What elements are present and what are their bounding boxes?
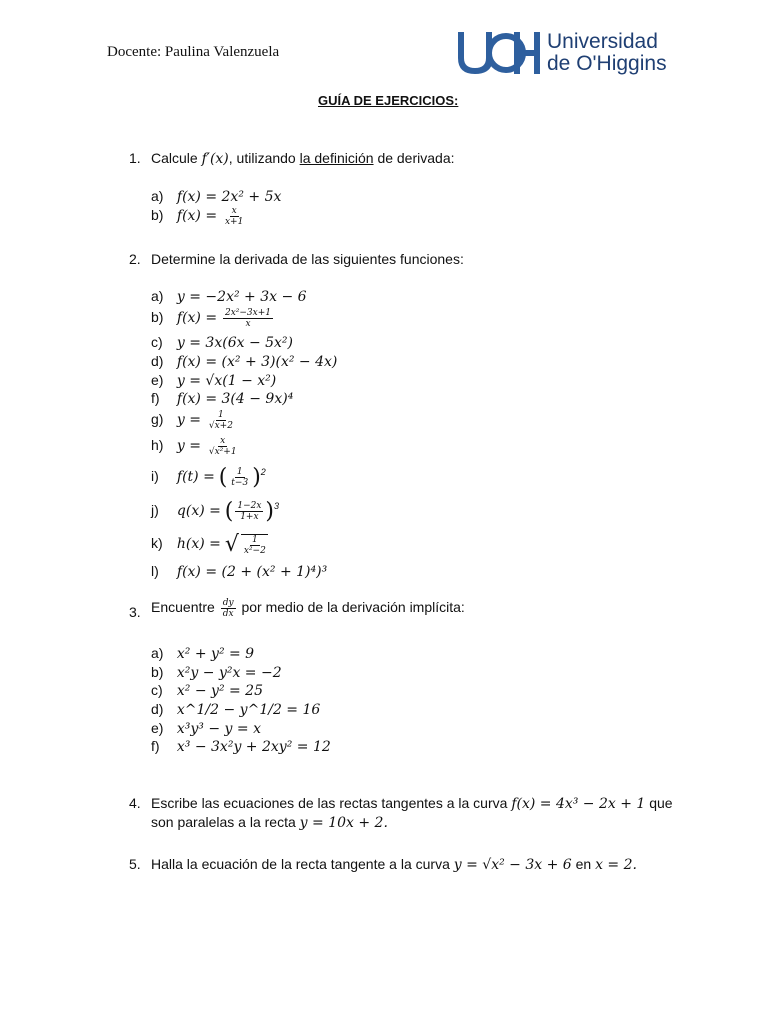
item-expression: f(x) =: [176, 310, 218, 327]
fraction: $\frac{x}{\text{√x²+1}}$: [208, 436, 237, 457]
dy-dx-fraction: $\frac{dy}{dx}$: [222, 598, 234, 619]
q3-item-c: [151, 682, 263, 699]
q2-number: 2.: [129, 251, 141, 267]
right-paren: ): [265, 499, 275, 524]
document-title: GUÍA DE EJERCICIOS:: [318, 93, 459, 108]
item-expression: f(t) =: [176, 469, 215, 486]
fraction: $\frac{\text{2x²−3x+1}}{x}$: [224, 308, 271, 329]
q4-line2-math: y = 10x + 2.: [299, 815, 388, 831]
item-label: c): [151, 334, 163, 350]
q3-item-d: [151, 701, 320, 718]
q3-text: [151, 598, 465, 619]
item-expression: h(x) =: [176, 536, 221, 553]
item-label: j): [151, 502, 159, 519]
left-paren: (: [224, 499, 234, 524]
item-expression: x³ − 3x²y + 2xy² = 12: [176, 739, 331, 755]
item-expression: x² − y² = 25: [176, 683, 263, 699]
item-expression: f(x) = 3(4 − 9x)⁴: [176, 391, 294, 407]
fraction: $\frac{1}{√x+2}$: [208, 410, 233, 431]
q2-text: Determine la derivada de las siguientes funciones:: [151, 251, 464, 267]
q3-item-f: [151, 738, 331, 755]
item-label: b): [151, 664, 164, 680]
university-name-line1: Universidad: [547, 30, 658, 53]
q3-item-e: [151, 720, 261, 737]
q1-text-post: de derivada:: [377, 150, 455, 166]
item-expression: y = −2x² + 3x − 6: [176, 289, 307, 305]
fraction: $\frac{1-2x}{1+x}$: [237, 501, 262, 522]
q4-line1-text: Escribe las ecuaciones de las rectas tangentes a la curva: [151, 795, 508, 811]
q2-item-e: [151, 372, 276, 389]
q1-text-pre: Calcule: [151, 150, 198, 166]
item-expression: f(x) = (2 + (x² + 1)⁴)³: [176, 564, 328, 580]
university-name-line2: de O'Higgins: [547, 52, 667, 75]
sqrt-icon: √: [224, 532, 239, 557]
item-expression: f(x) =: [176, 208, 218, 225]
q2-item-c: [151, 334, 293, 351]
q2-item-i: [151, 465, 266, 490]
fraction: $\frac{1}{\text{x²−2}}$: [241, 534, 268, 556]
teacher-name: Docente: Paulina Valenzuela: [107, 44, 280, 60]
exponent: 2: [260, 467, 266, 478]
item-expression: y = √x(1 − x²): [176, 373, 277, 389]
q4-line1: [151, 795, 673, 812]
q1-text-mid: , utilizando: [228, 150, 296, 166]
q1-item-a: [151, 188, 281, 205]
q3-item-b: [151, 664, 282, 681]
uoh-logo-mark-icon: [456, 30, 542, 76]
item-expression: f(x) = (x² + 3)(x² − 4x): [176, 354, 338, 370]
q3-item-a: [151, 645, 254, 662]
item-label: e): [151, 372, 164, 388]
item-expression: x²y − y²x = −2: [176, 665, 282, 681]
q5-text-mid: en: [575, 856, 592, 872]
q5-math1: y = √x² − 3x + 6: [453, 857, 572, 873]
item-label: l): [151, 563, 159, 579]
item-label: a): [151, 288, 164, 304]
university-logo: [456, 30, 666, 78]
item-expression: f(x) = 2x² + 5x: [176, 189, 282, 205]
q4-number: 4.: [129, 795, 141, 811]
item-expression: q(x) =: [176, 503, 221, 520]
q4-line1-math: f(x) = 4x³ − 2x + 1: [511, 796, 646, 812]
q1-text: [151, 150, 455, 167]
item-label: k): [151, 535, 163, 552]
item-label: b): [151, 207, 164, 224]
item-expression: x² + y² = 9: [176, 646, 255, 662]
q2-item-h: [151, 436, 241, 457]
left-paren: (: [218, 465, 228, 490]
item-label: a): [151, 645, 164, 661]
item-label: i): [151, 468, 159, 485]
q2-item-f: [151, 390, 293, 407]
item-label: f): [151, 390, 160, 406]
q2-item-k: [151, 532, 270, 557]
q2-item-d: [151, 353, 337, 370]
q3-text-pre: Encuentre: [151, 599, 215, 616]
item-expression: x³y³ − y = x: [176, 721, 261, 737]
q2-item-g: [151, 410, 237, 431]
q4-line1-post: que: [649, 795, 673, 811]
q5-number: 5.: [129, 856, 141, 872]
item-label: d): [151, 353, 164, 369]
right-paren: ): [252, 465, 261, 490]
q4-line2-text: son paralelas a la recta: [151, 814, 296, 830]
item-label: c): [151, 682, 163, 698]
item-label: b): [151, 309, 164, 326]
item-label: d): [151, 701, 164, 717]
q2-item-j: [151, 499, 279, 524]
item-expression: x^1/2 − y^1/2 = 16: [176, 702, 321, 718]
exponent: 3: [274, 501, 280, 512]
q2-item-l: [151, 563, 327, 580]
q3-number: 3.: [129, 604, 141, 620]
q3-text-post: por medio de la derivación implícita:: [241, 599, 465, 616]
q2-item-a: [151, 288, 307, 305]
item-label: e): [151, 720, 164, 736]
q2-item-b: [151, 308, 275, 329]
q4-line2: [151, 814, 388, 831]
item-label: f): [151, 738, 160, 754]
q5-math2: x = 2.: [595, 857, 637, 873]
q5-text-pre: Halla la ecuación de la recta tangente a la curva: [151, 856, 450, 872]
q1-item-b: [151, 206, 247, 227]
item-label: a): [151, 188, 164, 204]
item-expression: y = 3x(6x − 5x²): [176, 335, 294, 351]
q5-text: [151, 856, 637, 873]
q1-number: 1.: [129, 150, 141, 166]
item-expression: y =: [176, 438, 201, 455]
fraction: $\frac{1}{t-3}$: [231, 467, 249, 488]
item-label: g): [151, 411, 164, 428]
q1-fprime: f′(x): [201, 151, 229, 167]
item-label: h): [151, 437, 164, 454]
item-expression: y =: [176, 412, 201, 429]
fraction: $\frac{x}{x+1}$: [224, 206, 244, 227]
q1-text-underlined: la definición: [299, 150, 374, 166]
